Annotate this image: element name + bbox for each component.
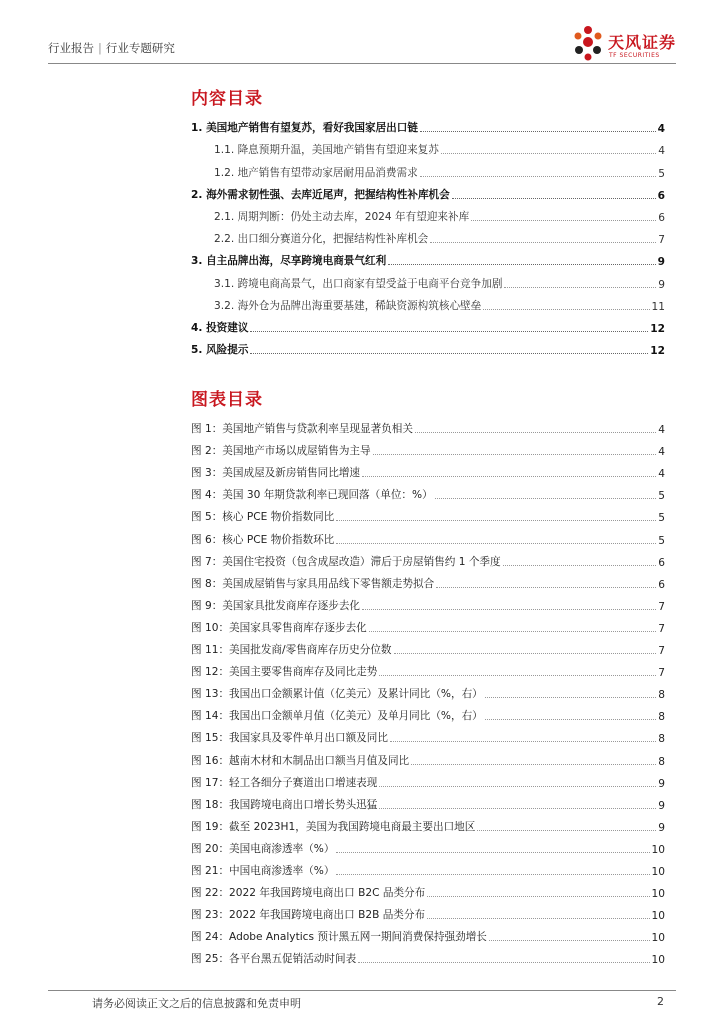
dot-leader <box>394 653 657 654</box>
dot-leader <box>358 962 649 963</box>
figure-entry-label: 图 8：美国成屋销售与家具用品线下零售额走势拟合 <box>191 577 435 590</box>
toc-entry[interactable] <box>191 113 665 135</box>
dot-leader <box>420 176 657 177</box>
figure-entry-page: 7 <box>658 600 665 613</box>
figure-entry-page: 8 <box>658 733 665 746</box>
figure-entry[interactable] <box>191 745 665 767</box>
toc-entry-label: 3.2. 海外仓为品牌出海重要基建，稀缺资源构筑核心壁垒 <box>214 299 482 312</box>
dot-leader <box>373 454 657 455</box>
dot-leader <box>390 741 656 742</box>
dot-leader <box>369 631 656 632</box>
dot-leader <box>430 242 656 243</box>
figures-title: 图表目录 <box>191 390 263 410</box>
figure-entry[interactable] <box>191 547 665 569</box>
figure-entry-page: 4 <box>658 468 665 481</box>
toc-entry-label: 1.2. 地产销售有望带动家居耐用品消费需求 <box>214 166 418 179</box>
figure-entry-page: 8 <box>658 755 665 768</box>
dot-leader <box>483 309 649 310</box>
dot-leader <box>415 432 656 433</box>
toc-entry-label: 5. 风险提示 <box>191 344 249 357</box>
figure-entry-page: 7 <box>658 667 665 680</box>
figure-entry-label: 图 2：美国地产市场以成屋销售为主导 <box>191 445 371 458</box>
dot-leader <box>503 565 657 566</box>
figure-entry-label: 图 14：我国出口金额单月值（亿美元）及单月同比（%，右） <box>191 710 483 723</box>
figure-entry[interactable] <box>191 458 665 480</box>
figure-entry-label: 图 4：美国 30 年期贷款利率已现回落（单位：%） <box>191 489 433 502</box>
figure-entry-label: 图 5：核心 PCE 物价指数同比 <box>191 511 335 524</box>
figure-entry-label: 图 9：美国家具批发商库存逐步去化 <box>191 599 361 612</box>
dot-leader <box>485 697 656 698</box>
figure-entry-label: 图 7：美国住宅投资（包含成屋改造）滞后于房屋销售约 1 个季度 <box>191 555 501 568</box>
figure-entry-label: 图 23：2022 年我国跨境电商出口 B2B 品类分布 <box>191 909 426 922</box>
dot-leader <box>336 852 649 853</box>
page-number: 2 <box>657 995 664 1008</box>
figure-entry-page: 9 <box>658 821 665 834</box>
flower-logo-icon <box>570 24 606 64</box>
figure-entry-page: 10 <box>651 865 665 878</box>
figure-entry[interactable] <box>191 591 665 613</box>
figure-entry-label: 图 24：Adobe Analytics 预计黑五网一期间消费保持强劲增长 <box>191 931 487 944</box>
toc-entry[interactable] <box>191 268 665 290</box>
figure-entry-page: 4 <box>658 446 665 459</box>
figure-entry[interactable] <box>191 657 665 679</box>
figure-entry[interactable] <box>191 436 665 458</box>
figure-entry-page: 5 <box>658 512 665 525</box>
figure-entry-page: 7 <box>658 622 665 635</box>
dot-leader <box>362 476 656 477</box>
toc-entry[interactable] <box>191 135 665 157</box>
figure-entry-page: 5 <box>658 490 665 503</box>
contents-title: 内容目录 <box>191 89 263 109</box>
figure-entry[interactable] <box>191 878 665 900</box>
toc-entry-page: 4 <box>657 123 665 136</box>
toc-entry[interactable] <box>191 335 665 357</box>
toc-entry-label: 2.2. 出口细分赛道分化，把握结构性补库机会 <box>214 233 429 246</box>
toc-entry[interactable] <box>191 246 665 268</box>
header-divider <box>48 63 676 64</box>
toc-entry[interactable] <box>191 313 665 335</box>
dot-leader <box>489 940 650 941</box>
figure-entry[interactable] <box>191 723 665 745</box>
report-header <box>48 40 175 56</box>
figure-entry[interactable] <box>191 834 665 856</box>
figure-entry-page: 6 <box>658 556 665 569</box>
dot-leader <box>436 587 656 588</box>
toc-entry-page: 6 <box>658 211 665 224</box>
footer-divider <box>48 990 676 991</box>
toc-entry-page: 12 <box>650 345 665 358</box>
figure-entry[interactable] <box>191 944 665 966</box>
toc-entry-label: 2.1. 周期判断：仍处主动去库，2024 年有望迎来补库 <box>214 210 470 223</box>
toc-entry[interactable] <box>191 224 665 246</box>
figure-entry-page: 8 <box>658 689 665 702</box>
figure-entry[interactable] <box>191 635 665 657</box>
figure-entry-label: 图 16：越南木材和木制品出口额当月值及同比 <box>191 754 410 767</box>
dot-leader <box>471 220 656 221</box>
logo-subtitle: TF SECURITIES <box>609 52 660 59</box>
figure-entry[interactable] <box>191 900 665 922</box>
figure-entry-label: 图 12：美国主要零售商库存及同比走势 <box>191 666 378 679</box>
figure-entry-page: 10 <box>651 888 665 901</box>
toc-entry[interactable] <box>191 180 665 202</box>
toc-entry-label: 3.1. 跨境电商高景气，出口商家有望受益于电商平台竞争加剧 <box>214 277 503 290</box>
footer-disclaimer: 请务必阅读正文之后的信息披露和免责申明 <box>92 997 301 1010</box>
toc-entry[interactable] <box>191 157 665 179</box>
figure-entry-label: 图 10：美国家具零售商库存逐步去化 <box>191 621 367 634</box>
figure-entry[interactable] <box>191 480 665 502</box>
figure-entry-label: 图 25：各平台黑五促销活动时间表 <box>191 953 357 966</box>
figure-entry-label: 图 21：中国电商渗透率（%） <box>191 864 335 877</box>
dot-leader <box>336 543 656 544</box>
dot-leader <box>485 719 656 720</box>
figure-entry[interactable] <box>191 812 665 834</box>
toc-entry-label: 1. 美国地产销售有望复苏，看好我国家居出口链 <box>191 122 418 135</box>
figure-entry[interactable] <box>191 922 665 944</box>
figure-entry-label: 图 13：我国出口金额累计值（亿美元）及累计同比（%，右） <box>191 688 483 701</box>
dot-leader <box>504 287 656 288</box>
figure-entry-page: 10 <box>651 954 665 967</box>
dot-leader <box>435 498 657 499</box>
toc-entry[interactable] <box>191 291 665 313</box>
dot-leader <box>379 808 656 809</box>
header-separator: | <box>98 41 102 55</box>
toc-entry-page: 9 <box>657 256 665 269</box>
dot-leader <box>388 264 655 265</box>
toc-entry[interactable] <box>191 202 665 224</box>
figure-entry-label: 图 17：轻工各细分子赛道出口增速表现 <box>191 776 378 789</box>
figure-entry-page: 5 <box>658 534 665 547</box>
figure-entry-page: 10 <box>651 910 665 923</box>
dot-leader <box>336 874 649 875</box>
logo-name: 天风证券 <box>608 33 677 52</box>
toc-entry-page: 11 <box>651 300 665 313</box>
figure-entry-label: 图 11：美国批发商/零售商库存历史分位数 <box>191 644 392 657</box>
toc-entry-label: 1.1. 降息预期升温，美国地产销售有望迎来复苏 <box>214 144 439 157</box>
dot-leader <box>420 131 656 132</box>
figure-entry-label: 图 15：我国家具及零件单月出口额及同比 <box>191 732 388 745</box>
figure-entry-page: 4 <box>658 424 665 437</box>
figure-entry[interactable] <box>191 502 665 524</box>
figure-entry[interactable] <box>191 679 665 701</box>
figure-entry-page: 9 <box>658 799 665 812</box>
figure-entry[interactable] <box>191 414 665 436</box>
toc-entry-label: 3. 自主品牌出海，尽享跨境电商景气红利 <box>191 255 387 268</box>
figure-entry[interactable] <box>191 856 665 878</box>
dot-leader <box>379 675 656 676</box>
figure-entry-page: 7 <box>658 645 665 658</box>
figure-entry-page: 10 <box>651 843 665 856</box>
contents-list <box>191 113 665 357</box>
figure-entry-page: 6 <box>658 578 665 591</box>
figure-entry[interactable] <box>191 569 665 591</box>
dot-leader <box>452 198 656 199</box>
figure-entry-label: 图 20：美国电商渗透率（%） <box>191 842 335 855</box>
dot-leader <box>427 918 649 919</box>
dot-leader <box>336 520 656 521</box>
toc-entry-page: 7 <box>658 234 665 247</box>
company-logo <box>570 22 690 64</box>
figure-entry[interactable] <box>191 701 665 723</box>
toc-entry-page: 5 <box>658 167 665 180</box>
dot-leader <box>362 609 656 610</box>
figure-entry-label: 图 18：我国跨境电商出口增长势头迅猛 <box>191 798 378 811</box>
figure-entry-label: 图 19：截至 2023H1，美国为我国跨境电商最主要出口地区 <box>191 820 476 833</box>
figure-entry-page: 10 <box>651 932 665 945</box>
dot-leader <box>379 786 656 787</box>
toc-entry-label: 2. 海外需求韧性强、去库近尾声，把握结构性补库机会 <box>191 188 450 201</box>
figures-list <box>191 414 665 966</box>
toc-entry-page: 12 <box>650 322 665 335</box>
figure-entry-label: 图 1：美国地产销售与贷款利率呈现显著负相关 <box>191 423 413 436</box>
dot-leader <box>250 353 648 354</box>
dot-leader <box>441 153 656 154</box>
figure-entry[interactable] <box>191 524 665 546</box>
report-category: 行业报告 <box>48 41 94 55</box>
toc-entry-label: 4. 投资建议 <box>191 321 249 334</box>
dot-leader <box>477 830 656 831</box>
report-subcategory: 行业专题研究 <box>105 41 175 55</box>
figure-entry[interactable] <box>191 613 665 635</box>
figure-entry-label: 图 3：美国成屋及新房销售同比增速 <box>191 467 361 480</box>
dot-leader <box>250 331 648 332</box>
dot-leader <box>411 764 656 765</box>
dot-leader <box>427 896 649 897</box>
toc-entry-page: 4 <box>658 145 665 158</box>
figure-entry[interactable] <box>191 768 665 790</box>
toc-entry-page: 6 <box>657 189 665 202</box>
toc-entry-page: 9 <box>658 278 665 291</box>
figure-entry-page: 8 <box>658 711 665 724</box>
figure-entry-page: 9 <box>658 777 665 790</box>
figure-entry-label: 图 22：2022 年我国跨境电商出口 B2C 品类分布 <box>191 887 426 900</box>
figure-entry[interactable] <box>191 790 665 812</box>
figure-entry-label: 图 6：核心 PCE 物价指数环比 <box>191 533 335 546</box>
